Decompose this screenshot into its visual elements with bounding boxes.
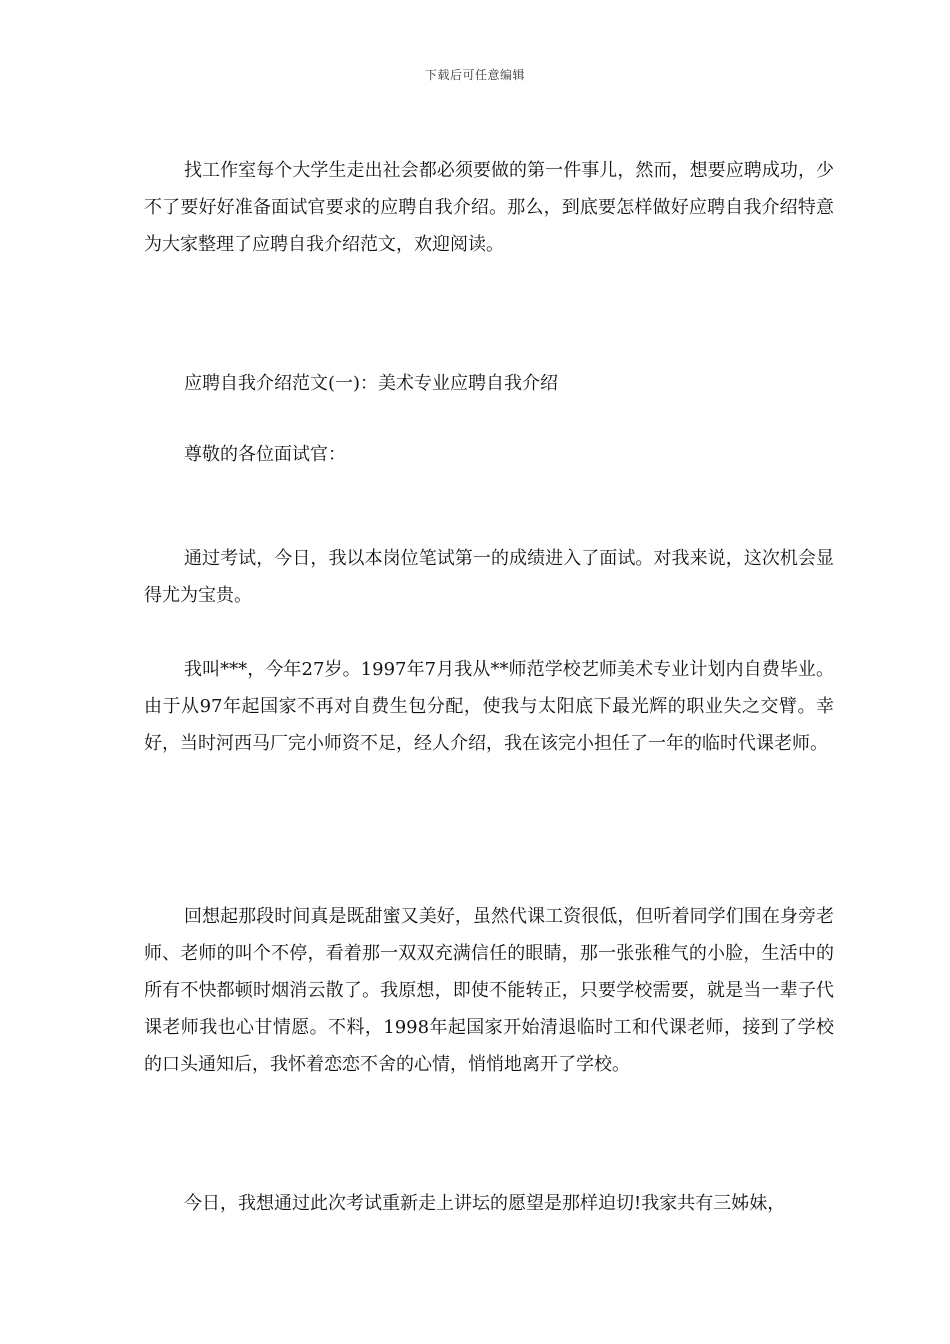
paragraph-2: 我叫***，今年27岁。1997年7月我从**师范学校艺师美术专业计划内自费毕业。由于从97年起国家不再对自费生包分配，使我与太阳底下最光辉的职业失之交臂。幸好，当时河西马厂完小师资不足，经人介绍，我在该完小担任了一年的临时代课老师。 [144,659,834,754]
intro-paragraph: 找工作室每个大学生走出社会都必须要做的第一件事儿，然而，想要应聘成功，少不了要好好准备面试官要求的应聘自我介绍。那么，到底要怎样做好应聘自我介绍特意为大家整理了应聘自我介绍范文，欢迎阅读。 [144,160,834,255]
salutation: 尊敬的各位面试官： [184,444,346,465]
header-note: 下载后可任意编辑 [424,68,525,82]
paragraph-3: 回想起那段时间真是既甜蜜又美好，虽然代课工资很低，但听着同学们围在身旁老师、老师的叫个不停，看着那一双双充满信任的眼睛，那一张张稚气的小脸，生活中的所有不快都顿时烟消云散了。我原想，即使不能转正，只要学校需要，就是当一辈子代课老师我也心甘情愿。不料，1998年起国家开始清退临时工和代课老师，接到了学校的口头通知后，我怀着恋恋不舍的心情，悄悄地离开了学校。 [144,906,834,1075]
paragraph-1: 通过考试，今日，我以本岗位笔试第一的成绩进入了面试。对我来说，这次机会显得尤为宝贵。 [144,548,834,606]
section-title: 应聘自我介绍范文(一)：美术专业应聘自我介绍 [184,373,559,394]
paragraph-4: 今日，我想通过此次考试重新走上讲坛的愿望是那样迫切!我家共有三姊妹， [184,1193,786,1214]
